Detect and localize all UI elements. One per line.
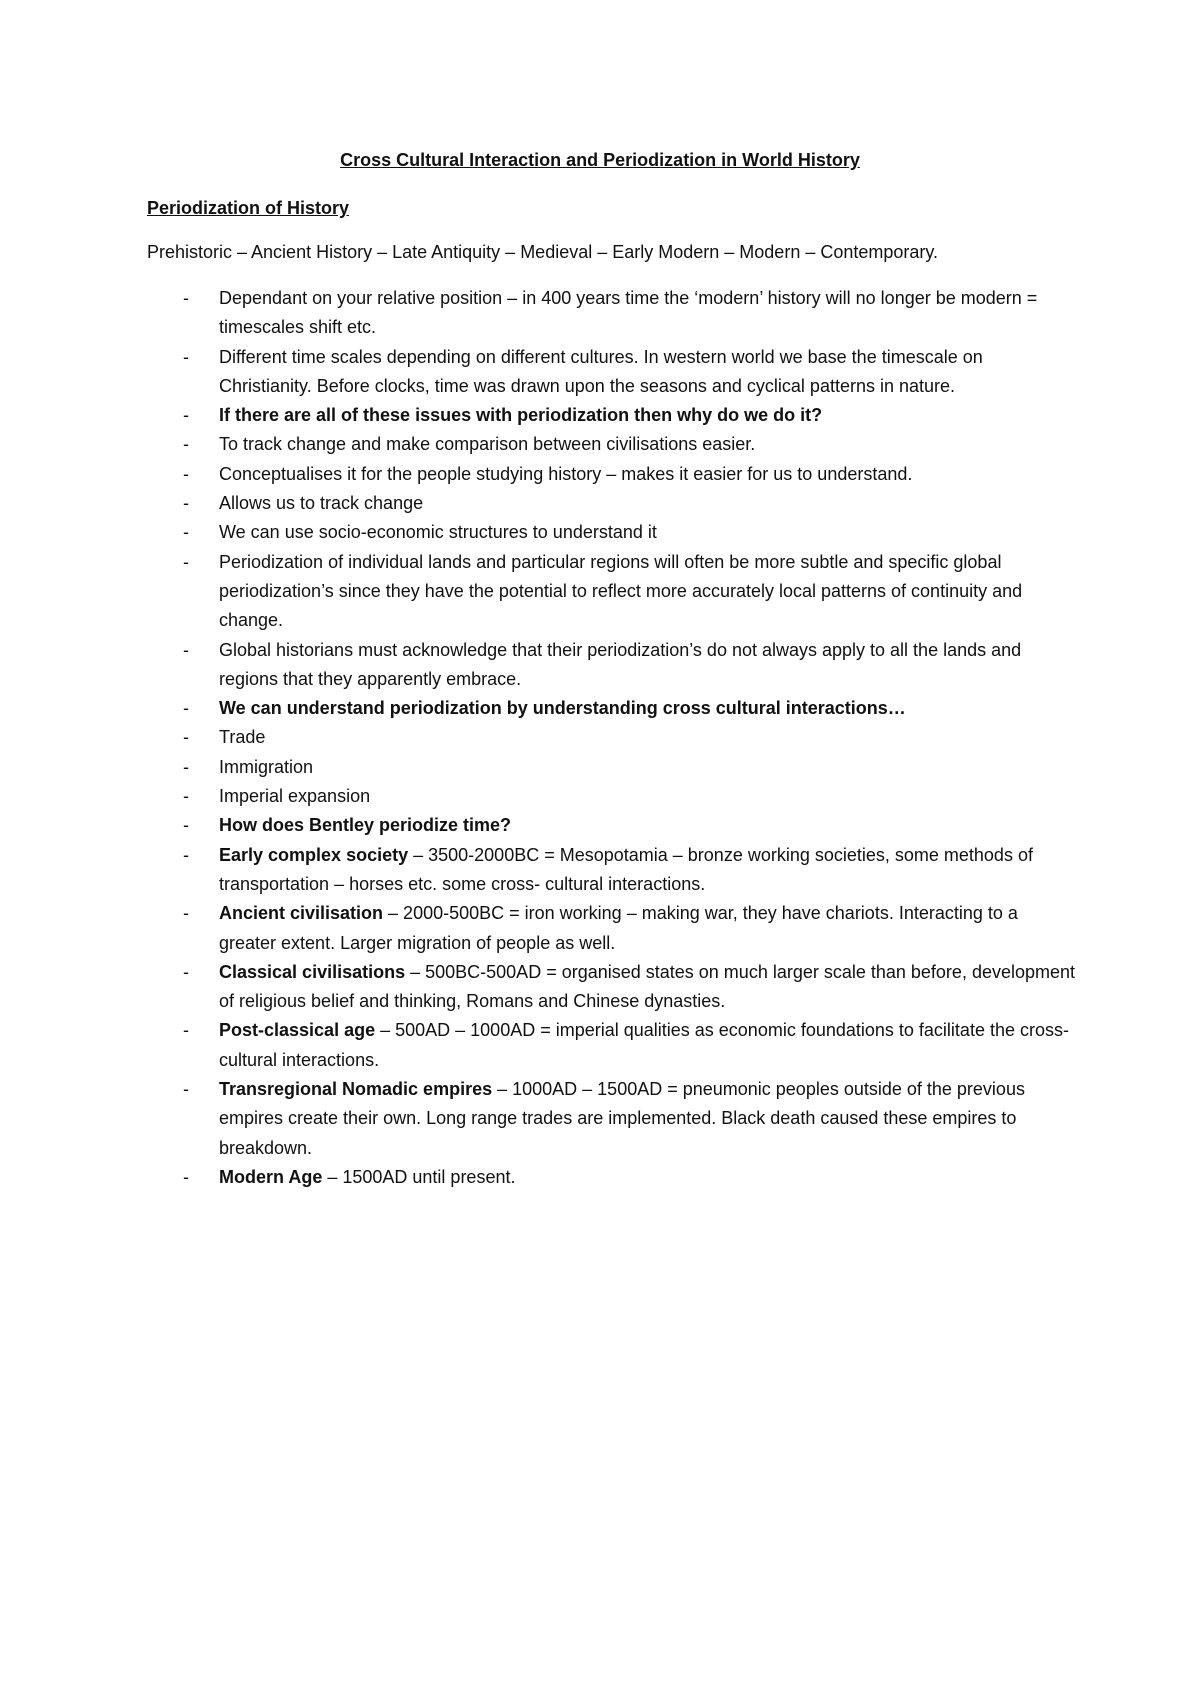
bullet-dash: - [183, 551, 189, 572]
bullet-bold-text: Post-classical age [219, 1020, 376, 1041]
bullet-text: Immigration [219, 756, 314, 777]
bullet-item [147, 489, 1077, 518]
bullet-item [147, 460, 1077, 489]
bullet-item [147, 1075, 1077, 1163]
bullet-item [147, 899, 1077, 958]
bullet-text: – 2000-500BC = iron working – making war, they have chariots. Interacting to a greater extent. Larger migration of people as well. [219, 903, 1018, 953]
bullet-item [147, 811, 1077, 840]
bullet-dash: - [183, 639, 189, 660]
bullet-dash: - [183, 463, 189, 484]
bullet-dash: - [183, 405, 189, 426]
bullet-text: Periodization of individual lands and particular regions will often be more subtle and specific global periodization’s since they have the potential to reflect more accurately local patterns of continuity and change. [219, 551, 1023, 631]
bullet-dash: - [183, 434, 189, 455]
bullet-bold-text: If there are all of these issues with periodization then why do we do it? [219, 405, 823, 426]
bullet-item [147, 753, 1077, 782]
bullet-bold-text: Early complex society [219, 844, 409, 865]
bullet-text: To track change and make comparison between civilisations easier. [219, 434, 756, 455]
bullet-dash: - [183, 844, 189, 865]
bullet-list [147, 284, 1077, 1192]
bullet-text: Imperial expansion [219, 786, 371, 807]
bullet-item [147, 401, 1077, 430]
bullet-text: Different time scales depending on different cultures. In western world we base the timescale on Christianity. Before clocks, time was drawn upon the seasons and cyclical patterns in nature. [219, 346, 983, 396]
bullet-item [147, 958, 1077, 1017]
bullet-text: – 500BC-500AD = organised states on much larger scale than before, development of religious belief and thinking, Romans and Chinese dynasties. [219, 961, 1076, 1012]
bullet-text: Dependant on your relative position – in 400 years time the ‘modern’ history will no longer be modern = timescales shift etc. [219, 288, 1038, 338]
bullet-item [147, 548, 1077, 636]
bullet-item [147, 782, 1077, 811]
bullet-text: – 1000AD – 1500AD = pneumonic peoples outside of the previous empires create their own. Long range trades are implemented. Black death caused these empires to breakdown. [219, 1079, 1025, 1158]
bullet-text: Conceptualises it for the people studying history – makes it easier for us to understand. [219, 463, 913, 484]
bullet-item [147, 636, 1077, 695]
bullet-text: – 500AD – 1000AD = imperial qualities as economic foundations to facilitate the cross-cultural interactions. [219, 1020, 1069, 1070]
bullet-bold-text: How does Bentley periodize time? [219, 815, 512, 836]
bullet-item [147, 1016, 1077, 1075]
bullet-dash: - [183, 1166, 189, 1187]
bullet-dash: - [183, 522, 189, 543]
bullet-dash: - [183, 727, 189, 748]
bullet-item [147, 430, 1077, 459]
bullet-dash: - [183, 786, 189, 807]
bullet-dash: - [183, 1020, 189, 1041]
bullet-item [147, 284, 1077, 343]
bullet-text: We can use socio-economic structures to understand it [219, 522, 657, 543]
bullet-item [147, 343, 1077, 402]
bullet-bold-text: Transregional Nomadic empires [219, 1079, 493, 1100]
bullet-dash: - [183, 815, 189, 836]
bullet-dash: - [183, 1079, 189, 1100]
bullet-dash: - [183, 756, 189, 777]
bullet-item [147, 694, 1077, 723]
periodization-sequence: Prehistoric – Ancient History – Late Antiquity – Medieval – Early Modern – Modern – Contemporary. [147, 242, 939, 262]
bullet-dash: - [183, 346, 189, 367]
bullet-item [147, 841, 1077, 900]
bullet-bold-text: Classical civilisations [219, 961, 406, 982]
bullet-dash: - [183, 493, 189, 514]
bullet-item [147, 1163, 1077, 1192]
document-title: Cross Cultural Interaction and Periodization in World History [340, 150, 860, 170]
bullet-text: Allows us to track change [219, 493, 424, 514]
bullet-bold-text: We can understand periodization by understanding cross cultural interactions… [219, 698, 906, 719]
bullet-dash: - [183, 698, 189, 719]
bullet-item [147, 723, 1077, 752]
bullet-item [147, 518, 1077, 547]
bullet-text: Trade [219, 727, 266, 748]
bullet-dash: - [183, 288, 189, 308]
bullet-text: – 3500-2000BC = Mesopotamia – bronze working societies, some methods of transportation – horses etc. some cross- cultural interactions. [219, 844, 1033, 894]
bullet-text: Global historians must acknowledge that their periodization’s do not always apply to all the lands and regions that they apparently embrace. [219, 639, 1022, 689]
bullet-bold-text: Ancient civilisation [219, 903, 384, 924]
bullet-text: – 1500AD until present. [322, 1166, 516, 1187]
bullet-dash: - [183, 903, 189, 924]
bullet-dash: - [183, 961, 189, 982]
bullet-bold-text: Modern Age [219, 1166, 323, 1187]
section-heading: Periodization of History [147, 198, 350, 218]
